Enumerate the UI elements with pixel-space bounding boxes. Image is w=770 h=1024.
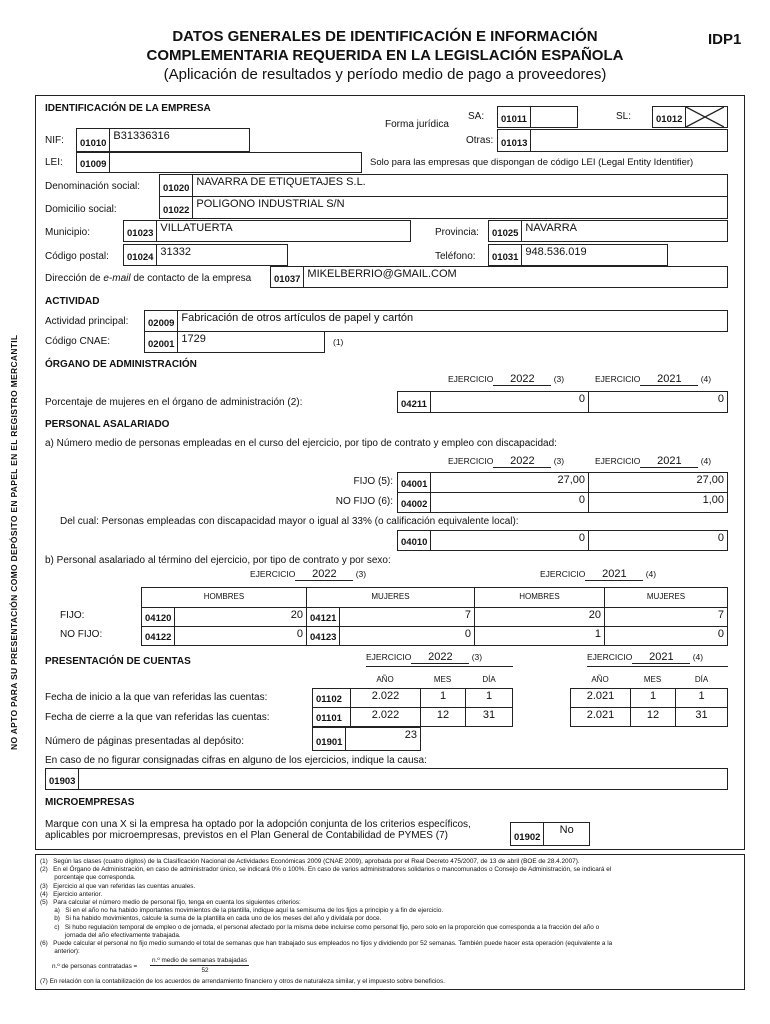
ejercicio-note: (4) <box>700 456 712 466</box>
footnote-line: a) Si en el año no ha habido importantes movimientos de la plantilla, indique aquí la semisuma de los fijos a principio y a fin de ejercicio. <box>40 907 444 915</box>
col-mes: MES <box>433 675 452 684</box>
field-value: VILLATUERTA <box>160 222 233 234</box>
nofijo-mujeres-current[interactable] <box>306 626 475 646</box>
email-label-post: de contacto de la empresa <box>130 273 252 284</box>
ejercicio-note: (3) <box>553 456 565 466</box>
footnote-7: (7) En relación con la contabilización de los acuerdos de arrendamiento financiero y otros de naturaleza similar, y el impuesto sobre beneficios. <box>40 978 445 985</box>
footnote-line: (2) En el Órgano de Administración, en caso de administrador único, se indicará 0% o 100%. En caso de varios administradores solidarios o mancomunados o Consejo de Administración, se indicará el <box>40 866 612 874</box>
inicio-dia-current[interactable]: 1 <box>465 688 513 708</box>
field-code: 01009 <box>77 153 110 172</box>
col-dia: DÍA <box>694 675 709 684</box>
col-ano: AÑO <box>591 675 609 684</box>
section-micro: MICROEMPRESAS <box>45 797 135 808</box>
section-cuentas: PRESENTACIÓN DE CUENTAS <box>45 656 191 667</box>
field-code: 01024 <box>124 245 157 265</box>
field-code: 04002 <box>398 493 431 512</box>
formula-left: n.º de personas contratadas = <box>52 963 138 970</box>
ejercicio-label: EJERCICIO <box>540 569 586 579</box>
ejercicio-previous-header <box>595 373 711 386</box>
ejercicio-year: 2021 <box>640 373 698 386</box>
field-value: NAVARRA <box>525 222 577 234</box>
ejercicio-label: EJERCICIO <box>595 456 641 466</box>
inicio-ano-previous[interactable]: 2.021 <box>570 688 631 708</box>
actividad-principal-field[interactable] <box>144 310 728 332</box>
ejercicio-note: (3) <box>355 569 367 579</box>
cierre-mes-current[interactable]: 12 <box>420 707 466 727</box>
organo-label: Porcentaje de mujeres en el órgano de administración (2): <box>45 397 303 408</box>
nofijo-previous-field[interactable]: 1,00 <box>588 492 728 513</box>
field-code: 01102 <box>316 694 342 705</box>
cierre-mes-previous[interactable]: 12 <box>630 707 676 727</box>
form-code: IDP1 <box>708 31 742 48</box>
ejercicio-previous-header <box>540 568 656 581</box>
footnote-line: b) Si ha habido movimientos, calcule la suma de la plantilla en cada uno de los meses del año y divídala por doce. <box>40 915 382 923</box>
inicio-ano-current[interactable]: 2.022 <box>350 688 421 708</box>
municipio-label: Municipio: <box>45 227 91 238</box>
formula-denominator: 52 <box>201 967 209 974</box>
ejercicio-previous-header <box>587 651 728 667</box>
field-value <box>531 107 577 127</box>
field-code: 04211 <box>398 392 431 412</box>
field-code: 01037 <box>271 267 304 287</box>
footnote-line: jornada del año efectivamente trabajada. <box>40 931 181 939</box>
ejercicio-current-header <box>366 651 513 667</box>
ejercicio-note: (4) <box>692 652 704 662</box>
paginas-field[interactable] <box>312 727 421 751</box>
organo-previous-field[interactable]: 0 <box>588 391 728 413</box>
micro-field[interactable] <box>510 822 590 846</box>
lei-note: Solo para las empresas que dispongan de código LEI (Legal Entity Identifier) <box>370 157 694 168</box>
footnote-line: (3) Ejercicio al que van referidas las cuentas anuales. <box>40 882 196 890</box>
field-code: 01013 <box>498 130 531 151</box>
email-field[interactable] <box>270 266 728 288</box>
telefono-label: Teléfono: <box>435 251 476 262</box>
ejercicio-year: 2021 <box>585 568 643 581</box>
footnote-line: porcentaje que corresponda. <box>40 874 136 882</box>
cierre-dia-previous[interactable]: 31 <box>675 707 728 727</box>
field-value: Fabricación de otros artículos de papel y cartón <box>181 312 414 324</box>
cnae-label: Código CNAE: <box>45 336 111 347</box>
side-watermark-text: NO APTO PARA SU PRESENTACIÓN COMO DEPÓSITO EN PAPEL EN EL REGISTRO MERCANTIL <box>9 334 19 750</box>
ejercicio-year: 2022 <box>493 373 551 386</box>
ejercicio-label: EJERCICIO <box>448 456 494 466</box>
ejercicio-note: (3) <box>471 652 483 662</box>
field-code: 01101 <box>316 713 342 724</box>
nofijo-mujeres-previous[interactable]: 0 <box>604 626 728 646</box>
ejercicio-note: (3) <box>553 374 565 384</box>
field-code: 01901 <box>313 728 346 750</box>
field-value <box>110 153 361 172</box>
ejercicio-year: 2022 <box>493 455 551 468</box>
field-code: 01025 <box>489 221 522 241</box>
ejercicio-current-header <box>250 568 366 581</box>
field-code: 04123 <box>307 627 340 645</box>
ejercicio-label: EJERCICIO <box>587 652 633 662</box>
lei-label: LEI: <box>45 157 63 168</box>
field-code: 01903 <box>46 769 79 789</box>
provincia-field[interactable] <box>488 220 728 242</box>
field-value <box>79 769 727 789</box>
ejercicio-label: EJERCICIO <box>366 652 412 662</box>
telefono-field[interactable] <box>488 244 668 266</box>
micro-text-1: Marque con una X si la empresa ha optado por la adopción conjunta de los criterios específicos, <box>45 819 471 830</box>
sl-checkbox[interactable] <box>652 106 728 128</box>
actividad-principal-label: Actividad principal: <box>45 316 129 327</box>
personal-b-text: b) Personal asalariado al término del ejercicio, por tipo de contrato y por sexo: <box>45 555 391 566</box>
sl-label: SL: <box>616 111 632 122</box>
personal-a-text: a) Número medio de personas empleadas en el curso del ejercicio, por tipo de contrato y empleo con discapacidad: <box>45 438 557 449</box>
footnote-line: anterior): <box>40 948 80 956</box>
cierre-label: Fecha de cierre a la que van referidas las cuentas: <box>45 712 270 723</box>
cierre-code <box>312 707 351 727</box>
field-value: MIKELBERRIO@GMAIL.COM <box>307 268 457 280</box>
x-mark-icon <box>686 107 724 127</box>
ejercicio-note: (4) <box>645 569 657 579</box>
ejercicio-previous-header <box>595 455 711 468</box>
field-code: 01031 <box>489 245 522 265</box>
paginas-label: Número de páginas presentadas al depósito: <box>45 736 245 747</box>
ejercicio-current-header <box>448 373 564 386</box>
ejercicio-label: EJERCICIO <box>595 374 641 384</box>
provincia-label: Provincia: <box>435 227 479 238</box>
fijo-label: FIJO (5): <box>353 476 393 487</box>
field-value: 0 <box>464 628 471 640</box>
footnote-line: (6) Puede calcular el personal no fijo medio sumando el total de semanas que han trabajado sus empleados no fijos y dividiendo por 52 semanas. También puede hacer esta operación (equivalente a la <box>40 940 613 947</box>
field-code: 01022 <box>160 197 193 218</box>
section-organo: ÓRGANO DE ADMINISTRACIÓN <box>45 359 197 370</box>
field-value: 0 <box>578 494 585 506</box>
formula-numerator: n.º medio de semanas trabajadas <box>150 957 249 966</box>
discapacidad-previous-field[interactable]: 0 <box>588 530 728 551</box>
fijo-mujeres-previous[interactable]: 7 <box>604 607 728 627</box>
inicio-label: Fecha de inicio a la que van referidas las cuentas: <box>45 692 268 703</box>
fijo-previous-field[interactable]: 27,00 <box>588 472 728 493</box>
cierre-ano-previous[interactable]: 2.021 <box>570 707 631 727</box>
field-value: No <box>559 824 574 836</box>
section-personal: PERSONAL ASALARIADO <box>45 419 170 430</box>
col-header-hombres-previous: HOMBRES <box>474 587 605 608</box>
nofijo-hombres-previous[interactable]: 1 <box>474 626 605 646</box>
row-label-fijo: FIJO: <box>60 610 85 621</box>
fijo-hombres-previous[interactable]: 20 <box>474 607 605 627</box>
field-code: 02001 <box>145 332 178 352</box>
nofijo-current-field[interactable] <box>397 492 589 513</box>
field-value <box>531 130 727 151</box>
cp-field[interactable] <box>123 244 288 266</box>
field-value: 1729 <box>181 333 206 345</box>
fijo-hombres-current[interactable] <box>141 607 307 627</box>
field-code: 01012 <box>653 107 686 127</box>
row-label-nofijo: NO FIJO: <box>60 629 103 640</box>
col-dia: DÍA <box>482 675 496 684</box>
cnae-field[interactable] <box>144 331 325 353</box>
cp-label: Código postal: <box>45 251 109 262</box>
field-code: 01902 <box>511 823 544 845</box>
field-value: 7 <box>464 609 471 621</box>
cnae-note: (1) <box>333 337 344 347</box>
ejercicio-note: (4) <box>700 374 712 384</box>
field-code: 01020 <box>160 175 193 196</box>
email-label <box>45 273 251 285</box>
ejercicio-label: EJERCICIO <box>448 374 494 384</box>
discapacidad-current-field[interactable] <box>397 530 589 551</box>
ejercicio-year: 2021 <box>640 455 698 468</box>
form-subtitle: (Aplicación de resultados y período medio de pago a proveedores) <box>163 66 607 83</box>
col-header-mujeres-previous: MUJERES <box>604 587 728 608</box>
nif-field[interactable] <box>76 128 250 152</box>
discapacidad-text: Del cual: Personas empleadas con discapacidad mayor o igual al 33% (o calificación equivalente local): <box>60 516 519 527</box>
otras-field[interactable] <box>497 129 728 152</box>
denominacion-label: Denominación social: <box>45 181 141 192</box>
domicilio-label: Domicilio social: <box>45 204 117 215</box>
field-value: 0 <box>578 393 585 405</box>
field-code: 04001 <box>398 473 431 492</box>
inicio-mes-previous[interactable]: 1 <box>630 688 676 708</box>
field-value: B31336316 <box>113 130 170 142</box>
field-value: 20 <box>290 609 303 621</box>
denominacion-field[interactable] <box>159 174 728 197</box>
field-value: 27,00 <box>557 474 585 486</box>
field-code: 01010 <box>77 129 110 151</box>
field-code: 01023 <box>124 221 157 241</box>
field-code: 02009 <box>145 311 178 331</box>
organo-current-field[interactable] <box>397 391 589 413</box>
causa-label: En caso de no figurar consignadas cifras en alguno de los ejercicios, indique la causa: <box>45 755 427 766</box>
sa-label: SA: <box>468 111 485 122</box>
section-actividad: ACTIVIDAD <box>45 296 100 307</box>
municipio-field[interactable] <box>123 220 411 242</box>
footnote-line: (1) Según las clases (cuatro dígitos) de la Clasificación Nacional de Actividades Económicas 2009 (CNAE 2009), aprobada por el Real Decreto 475/2007, de 13 de abril (BOE de 28.4.2007). <box>40 858 580 865</box>
forma-juridica-label: Forma jurídica <box>385 119 449 130</box>
ejercicio-year: 2022 <box>295 568 353 581</box>
ejercicio-year: 2022 <box>411 651 469 664</box>
field-value: NAVARRA DE ETIQUETAJES S.L. <box>196 176 366 188</box>
field-value: 31332 <box>160 246 192 258</box>
field-value: 0 <box>578 532 585 544</box>
nofijo-label: NO FIJO (6): <box>335 496 393 507</box>
ejercicio-label: EJERCICIO <box>250 569 296 579</box>
domicilio-field[interactable] <box>159 196 728 219</box>
inicio-dia-previous[interactable]: 1 <box>675 688 728 708</box>
col-header-hombres-current: HOMBRES <box>141 587 307 608</box>
inicio-mes-current[interactable]: 1 <box>420 688 466 708</box>
email-label-pre: Dirección de <box>45 273 104 284</box>
field-value: 23 <box>404 729 417 741</box>
ejercicio-current-header <box>448 455 564 468</box>
nif-label: NIF: <box>45 135 64 146</box>
causa-field[interactable] <box>45 768 728 790</box>
otras-label: Otras: <box>466 135 494 146</box>
field-code: 04121 <box>307 608 340 626</box>
cierre-dia-current[interactable]: 31 <box>465 707 513 727</box>
col-ano: AÑO <box>376 675 394 684</box>
field-code: 04120 <box>142 608 175 626</box>
field-value: 948.536.019 <box>525 246 587 258</box>
col-mes: MES <box>643 675 662 684</box>
ejercicio-year: 2021 <box>632 651 690 664</box>
sa-field[interactable] <box>497 106 578 128</box>
lei-field[interactable] <box>76 152 362 173</box>
footnote-line: c) Si hubo regulación temporal de empleo o de jornada, el personal afectado por la misma debe incluirse como personal fijo, pero solo en la proporción que corresponda a la fracción del año o <box>40 923 600 931</box>
email-label-em: e-mail <box>103 273 131 284</box>
form-title-line2: COMPLEMENTARIA REQUERIDA EN LA LEGISLACIÓN ESPAÑOLA <box>146 47 624 64</box>
field-value: POLIGONO INDUSTRIAL S/N <box>196 198 345 210</box>
form-title-line1: DATOS GENERALES DE IDENTIFICACIÓN E INFORMACIÓN <box>172 28 598 45</box>
col-header-mujeres-current: MUJERES <box>306 587 475 608</box>
cierre-ano-current[interactable]: 2.022 <box>350 707 421 727</box>
field-code: 01011 <box>498 107 531 127</box>
fijo-current-field[interactable] <box>397 472 589 493</box>
section-identificacion: IDENTIFICACIÓN DE LA EMPRESA <box>45 103 211 114</box>
micro-text-2: aplicables por microempresas, previstos en el Plan General de Contabilidad de PYMES (7) <box>45 830 448 841</box>
fijo-mujeres-current[interactable] <box>306 607 475 627</box>
field-code: 04010 <box>398 531 431 550</box>
field-value: 0 <box>296 628 303 640</box>
inicio-code <box>312 688 351 708</box>
footnote-line: (4) Ejercicio anterior. <box>40 890 103 898</box>
footnote-line: (5) Para calcular el número medio de personal fijo, tenga en cuenta los siguientes criterios: <box>40 899 301 906</box>
field-code: 04122 <box>142 627 175 645</box>
nofijo-hombres-current[interactable] <box>141 626 307 646</box>
